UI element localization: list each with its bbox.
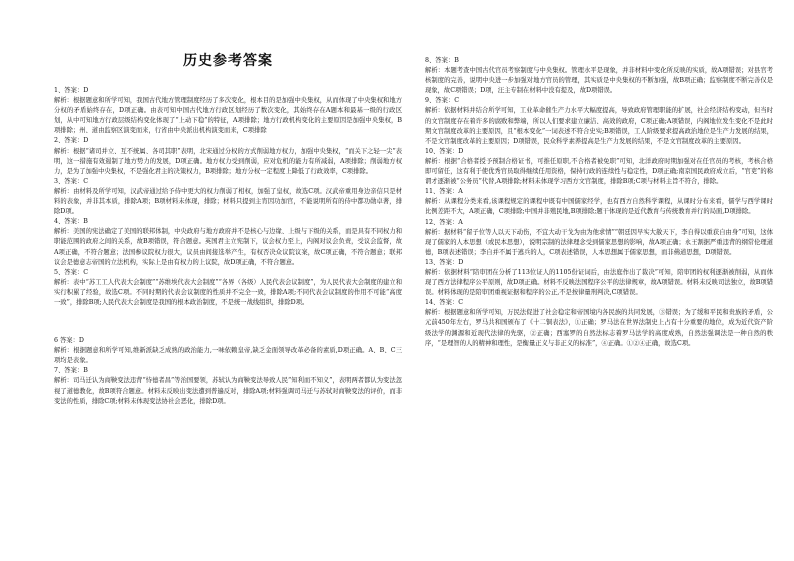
answer-line: 9、答案：C xyxy=(425,97,460,105)
column-gap xyxy=(54,308,402,336)
explanation-text: 解析：依据材料“陪审团在分析了113位证人的1105份证词后，由法庭作出了裁决”可知，陪审团的权利逐渐被削弱，从而体现了西方法律程序公平原则，故D项正确。材料不反映法国程序公平的法律规章，故A项错误。材料未反映司法独立，故B项错误。材料体现的是陪审团重视证据和程序的公正,不是按律量刑判决,C项错误。 xyxy=(425,268,773,297)
answer-line: 13、答案：D xyxy=(425,258,464,266)
answer-line: 12、答案：A xyxy=(425,218,463,226)
answer-item xyxy=(54,336,402,366)
answer-item xyxy=(425,258,773,298)
answer-item xyxy=(425,96,773,146)
explanation-text: 解析：本题考查中国古代官员考察制度与中央集权。管理水平是现象，并非材料中变化所反映的实质，故A项错误；对县官考核制度的完善，说明中央进一步加强对地方官员的管理，其实质是中央集权的不断加强，故B项正确；监察制度不断完善仅是现象，故C项错误；D项，汪主专制在材料中没有提及，故D项错误。 xyxy=(425,67,773,95)
explanation-text: 解析：表中“苏工工人代表大会制度”“苏维埃代表大会制度”“各界（各级）人民代表会议制度”，为人民代表大会制度的建立和实行积累了经验，故选C项。不同时期的代表会议制度的性质并不完全一致，排除A项;不同代表会议制度的作用不可能“高度一致”，排除B项;人民代表大会制度是我国的根本政治制度，不是统一战线组织，排除D项。 xyxy=(54,278,402,306)
explanation-text: 解析：司马迁认为商鞅变法违背“恃德者昌”等治国要领，苏轼认为商鞅变法导致人民“知利而不知义”，表明两者都认为变法忽视了道德教化，故B项符合题意。材料未反映出变法遭到普遍反对，排除A项;材料强调司马迁与苏轼对商鞅变法的评价，而非变法的性质，排除C项;材料未体现变法协社会恶化，排除D项。 xyxy=(54,377,402,405)
answer-item xyxy=(425,56,773,96)
explanation-text: 解析：从课程分类来看,该课程规定的课程中既有中国儒家经学，也有西方自然科学课程，从课时分布来看，儒学与西学课时比例差距不大，A项正确，C项排除;中国并非殖民地,B项排除;题干体现的是近代教育与传统教育并行的局面,D项排除。 xyxy=(425,198,773,216)
answer-line: 6 答案：D xyxy=(54,337,84,345)
explanation-text: 解析：根据题意和所学可知,维新派缺乏成熟的政治能力,一味依赖皇帝,缺乏金面领导改革必备的素质,D项正确。A、B、C三项均是表象。 xyxy=(54,347,402,365)
answer-line: 10、答案：D xyxy=(425,147,464,155)
answer-line: 1、答案：D xyxy=(54,87,89,94)
answer-line: 3、答案：C xyxy=(54,177,89,185)
answer-list-left-2 xyxy=(54,336,402,407)
explanation-text: 解析：根据“合格者授予预制合格证书，可推任原职,不合格者被免职”可知，北洋政府时期加强对在任官员的考核，考核合格即可留任，这有利于使优秀官员取得继续任用资格，保持行政的连续性与稳定性，D项正确;南京国民政府成立后，“官吏”的称谓才逐渐被“公务员”代替,A项排除;材料未体现学习西方文官制度，排除B项;C项与材料主旨不符合，排除。 xyxy=(425,157,773,186)
explanation-text: 解析：美国的宪法确定了美国的联邦体制，中央政府与地方政府并不是核心与边缘、上级与下级的关系，而是具有不同权力和职能范围的政府之间的关系，故B项错误，符合题意。英国君主立宪制下，议会权力至上，内阁对议会负责，受议会监督，故A项正确，不符合题意；法国参议院权力很大，议员由间接选举产生，有权否决众议院议案，故C项正确，不符合题意；联邦议会是德意志帝国的立法机构，实际上是由有权力的上议院，故D项正确，不符合题意。 xyxy=(54,228,402,266)
right-column xyxy=(425,56,773,349)
answer-item xyxy=(54,268,402,308)
answer-line: 4、答案：B xyxy=(54,218,88,226)
document-title: 历史参考答案 xyxy=(183,53,273,69)
answer-line: 2、答案：D xyxy=(54,137,89,145)
explanation-text: 解析：据材料“留子位等人以天下动伤，不宜大动干戈为由为他求情”“朝廷因早实大赦天下，李自得以重获自由身”可知，这体现了儒家的人本思想（或民本思想），说明宗制的法律理念受到儒家思想的影响，故A项正确；永王割据严重违背的纲常伦理道德，B项表述错误；李自并不属于逃兵的人，C项表述错误，人本思想属于儒家思想，而非佛道思想，D项错误。 xyxy=(425,228,773,256)
explanation-text: 解析：根据题意和所学可知，我国古代地方管理制度经历了多次变化，根本目的是加强中央集权，从而体现了中央集权和地方分权的矛盾始终存在，D项正确。由表可知中国古代地方行政区划经历了数次变化，其始终存在A题本和最基一级的行政区划，从中可知地方行政层级结构变化体现了“上动下稳”的特征，A项排除；地方行政机构变化的主要原因是加强中央集权，B项排除；州、道由监察区演变而来，行省由中央派出机构演变而来，C项排除 xyxy=(54,97,402,135)
answer-item xyxy=(54,136,402,176)
answer-item xyxy=(54,217,402,267)
answer-list-right xyxy=(425,56,773,349)
answer-item xyxy=(54,366,402,406)
explanation-text: 解析：由材料及所学可知，汉武帝通过给予侍中更大的权力削弱了相权，加强了皇权，故选C项。汉武帝重用身边亲信只是材料的表象，并非其本质，排除A项；B项材料未体现，排除；材料只提到主宵因功加官，不能说明所有的侍中都功勋卓著，排除D项。 xyxy=(54,187,402,216)
explanation-text: 解析：依据材料并结合所学可知，工业革命催生产力水平大幅度提高，导致政府管理职能的扩展，社会经济结构变动，但当时的文官制度存在着许多的腐败和弊端，所以人们要求建立廉洁、高效的政府，C项正确;A项错误，内阁地位发生变化不是此时期文官制度改革的主要原因，且“根本变化”一词表述不符合史实;B项错误，工人阶级要求提高政治地位是生产力发展的结果，不是文官制度改革的主要原因；D项错误，民众科学素养提高是生产力发展的结果，不是文官制度改革的主要原因。 xyxy=(425,107,773,145)
answer-line: 11、答案：A xyxy=(425,188,463,196)
answer-line: 7、答案：B xyxy=(54,367,88,375)
answer-item xyxy=(425,147,773,187)
answer-item xyxy=(425,218,773,258)
answer-line: 8、答案：B xyxy=(425,57,459,64)
answer-item xyxy=(54,177,402,217)
answer-line: 5、答案：C xyxy=(54,268,89,276)
explanation-text: 解析：根据题意和所学可知，万民法促进了社会稳定和帝国境内各民族的共同发展，③错误；为了缓和平民和贵族的矛盾，公元前450年左右，罗马共和国颁布了《十二铜表法》，①正确；罗马法在世界法制史上占有十分重要的地位，成为近代资产阶级法学的渊源和近现代法律的先驱，②正确；西塞罗的自然法标志着罗马法学的高度成熟，自然法强调法是一种自然的秩序，“是理智的人的精神和理性，是衡量正义与非正义的标准”，④正确。①②④正确，故选C项。 xyxy=(425,309,773,347)
explanation-text: 解析：根据“诸司并立、互不统属、各司其职”表明，北宋通过分权的方式削弱地方权力，加强中央集权，“而关下之轻一尖”表明，这一措施有效遏制了地方势力的发展，D项正确。地方权力受到削弱，应对危机的能力有所减弱，A项排除；削弱地方权力，是为了加强中央集权，不是强化君主的决策权力，B项排除；地方分权一定程度上降低了行政效率，C项排除。 xyxy=(54,147,402,175)
answer-item xyxy=(425,298,773,348)
answer-item xyxy=(54,86,402,136)
answer-list-left xyxy=(54,86,402,308)
answer-item xyxy=(425,187,773,217)
answer-line: 14、答案：C xyxy=(425,299,464,307)
left-column xyxy=(54,86,402,407)
